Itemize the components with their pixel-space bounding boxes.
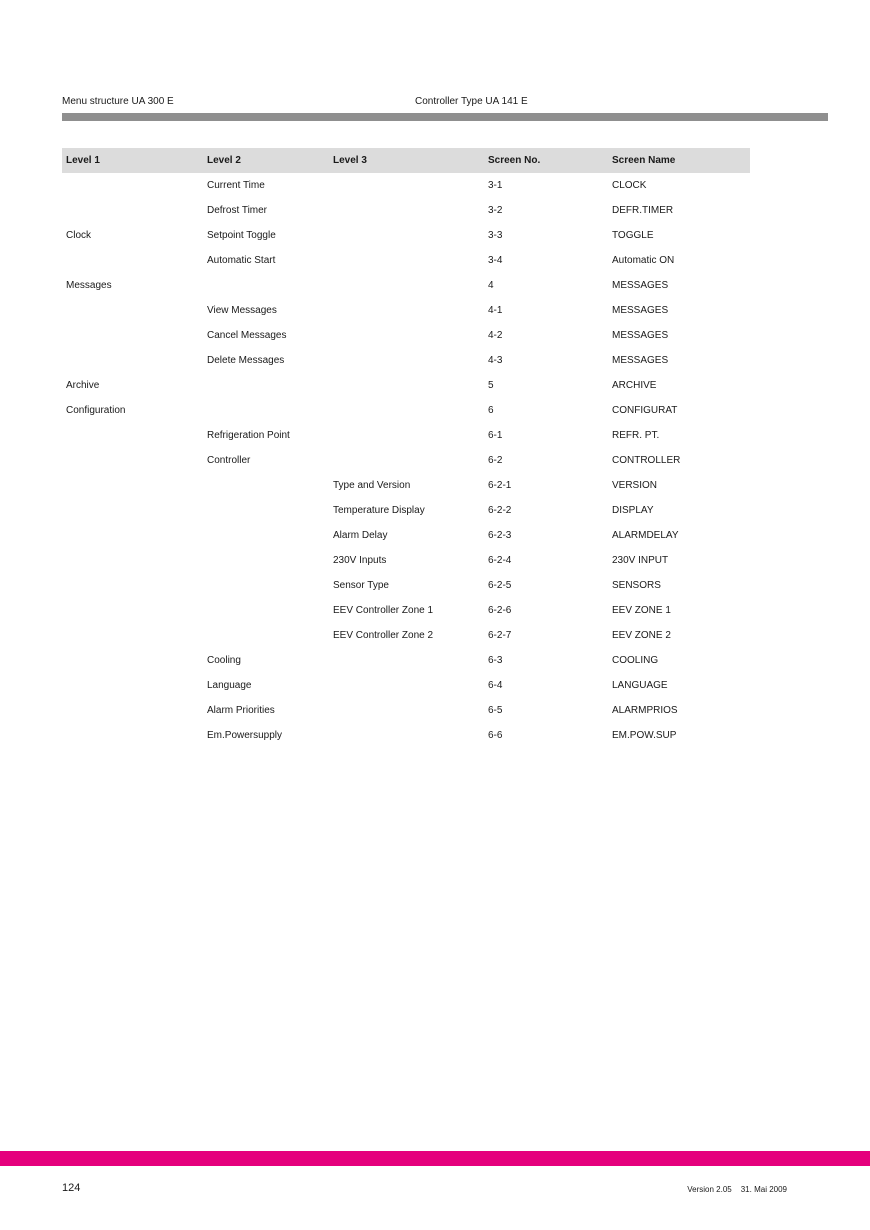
table-row	[62, 173, 750, 198]
footer-version-line	[687, 1185, 787, 1194]
cell-screen-name: EEV ZONE 1	[612, 605, 671, 616]
cell-screen-name: DEFR.TIMER	[612, 205, 674, 216]
cell-screen-name: MESSAGES	[612, 330, 669, 341]
table-row	[62, 573, 750, 598]
column-header-level2: Level 2	[207, 155, 241, 166]
cell-screen-no: 6-2-2	[488, 505, 512, 516]
cell-screen-no: 4	[488, 280, 494, 291]
cell-level2: Language	[207, 680, 252, 691]
cell-level2: Setpoint Toggle	[207, 230, 276, 241]
cell-level3: EEV Controller Zone 2	[333, 630, 434, 641]
cell-screen-name: SENSORS	[612, 580, 661, 591]
cell-screen-no: 6-2-6	[488, 605, 512, 616]
table-row	[62, 298, 750, 323]
table-row	[62, 648, 750, 673]
menu-table-body	[62, 173, 750, 748]
cell-level3: Alarm Delay	[333, 530, 388, 541]
cell-screen-name: DISPLAY	[612, 505, 654, 516]
header-rule	[62, 113, 828, 121]
cell-level1: Configuration	[66, 405, 126, 416]
cell-level2: Delete Messages	[207, 355, 285, 366]
cell-level2: Current Time	[207, 180, 265, 191]
cell-screen-name: MESSAGES	[612, 355, 669, 366]
cell-screen-name: CONTROLLER	[612, 455, 681, 466]
cell-screen-no: 6-2-5	[488, 580, 512, 591]
table-row	[62, 373, 750, 398]
cell-screen-name: VERSION	[612, 480, 658, 491]
cell-screen-name: EM.POW.SUP	[612, 730, 677, 741]
cell-screen-name: TOGGLE	[612, 230, 654, 241]
bottom-accent-bar	[0, 1151, 870, 1166]
column-header-screen-no: Screen No.	[488, 155, 541, 166]
cell-screen-name: REFR. PT.	[612, 430, 660, 441]
column-header-screen-name: Screen Name	[612, 155, 676, 166]
running-header-left: Menu structure UA 300 E	[62, 96, 174, 107]
cell-level2: Refrigeration Point	[207, 430, 290, 441]
cell-screen-name: EEV ZONE 2	[612, 630, 671, 641]
cell-screen-no: 4-2	[488, 330, 503, 341]
cell-screen-name: CLOCK	[612, 180, 647, 191]
table-row	[62, 673, 750, 698]
cell-screen-no: 4-1	[488, 305, 503, 316]
cell-screen-no: 4-3	[488, 355, 503, 366]
cell-screen-name: ARCHIVE	[612, 380, 657, 391]
cell-screen-name: COOLING	[612, 655, 659, 666]
table-row	[62, 698, 750, 723]
cell-level2: Automatic Start	[207, 255, 276, 266]
cell-screen-name: MESSAGES	[612, 280, 669, 291]
footer-date: 31. Mai 2009	[740, 1185, 787, 1194]
cell-screen-no: 6-4	[488, 680, 503, 691]
table-row	[62, 548, 750, 573]
table-row	[62, 273, 750, 298]
cell-level1: Archive	[66, 380, 100, 391]
cell-screen-no: 3-4	[488, 255, 503, 266]
cell-screen-name: ALARMDELAY	[612, 530, 679, 541]
table-row	[62, 598, 750, 623]
cell-screen-name: LANGUAGE	[612, 680, 668, 691]
cell-screen-no: 3-1	[488, 180, 503, 191]
cell-level3: Temperature Display	[333, 505, 425, 516]
cell-screen-no: 6	[488, 405, 494, 416]
cell-screen-no: 6-2-7	[488, 630, 512, 641]
page-number: 124	[62, 1182, 81, 1194]
table-row	[62, 248, 750, 273]
table-row	[62, 423, 750, 448]
cell-screen-no: 6-1	[488, 430, 503, 441]
table-row	[62, 473, 750, 498]
cell-screen-no: 6-5	[488, 705, 503, 716]
table-row	[62, 198, 750, 223]
cell-level2: Controller	[207, 455, 251, 466]
cell-screen-no: 6-2	[488, 455, 503, 466]
running-header-center: Controller Type UA 141 E	[415, 96, 528, 107]
column-header-level3: Level 3	[333, 155, 367, 166]
cell-screen-name: CONFIGURAT	[612, 405, 678, 416]
cell-level3: Type and Version	[333, 480, 411, 491]
cell-screen-name: ALARMPRIOS	[612, 705, 678, 716]
cell-screen-no: 6-2-4	[488, 555, 512, 566]
cell-screen-no: 6-2-1	[488, 480, 512, 491]
table-row	[62, 348, 750, 373]
table-row	[62, 223, 750, 248]
cell-level1: Clock	[66, 230, 92, 241]
cell-screen-name: Automatic ON	[612, 255, 675, 266]
table-row	[62, 723, 750, 748]
cell-level3: Sensor Type	[333, 580, 389, 591]
cell-screen-no: 3-3	[488, 230, 503, 241]
cell-screen-no: 6-2-3	[488, 530, 512, 541]
cell-screen-name: 230V INPUT	[612, 555, 669, 566]
table-row	[62, 323, 750, 348]
cell-screen-no: 6-6	[488, 730, 503, 741]
footer-version: Version 2.05	[687, 1185, 732, 1194]
cell-level2: View Messages	[207, 305, 277, 316]
menu-structure-table	[62, 148, 750, 748]
cell-level2: Cancel Messages	[207, 330, 287, 341]
cell-level2: Defrost Timer	[207, 205, 268, 216]
table-row	[62, 448, 750, 473]
cell-level1: Messages	[66, 280, 112, 291]
cell-screen-no: 3-2	[488, 205, 503, 216]
table-row	[62, 623, 750, 648]
cell-screen-name: MESSAGES	[612, 305, 669, 316]
table-row	[62, 498, 750, 523]
table-row	[62, 398, 750, 423]
cell-screen-no: 5	[488, 380, 494, 391]
column-header-level1: Level 1	[66, 155, 100, 166]
table-row	[62, 523, 750, 548]
table-header-row	[62, 148, 750, 173]
cell-level3: EEV Controller Zone 1	[333, 605, 434, 616]
cell-level2: Alarm Priorities	[207, 705, 275, 716]
cell-level2: Cooling	[207, 655, 241, 666]
cell-screen-no: 6-3	[488, 655, 503, 666]
cell-level3: 230V Inputs	[333, 555, 387, 566]
cell-level2: Em.Powersupply	[207, 730, 283, 741]
